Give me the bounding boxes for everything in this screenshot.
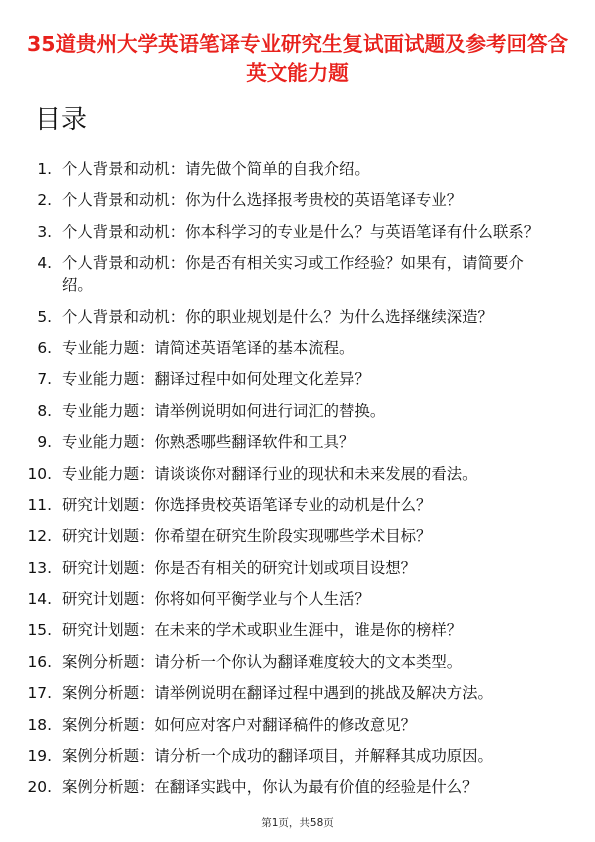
document-title: 35道贵州大学英语笔译专业研究生复试面试题及参考回答含英文能力题 xyxy=(26,32,569,85)
toc-item-number: 6. xyxy=(37,338,52,357)
toc-item[interactable] xyxy=(0,463,595,485)
toc-item-text: 个人背景和动机：你的职业规划是什么？为什么选择继续深造？ xyxy=(62,307,493,326)
toc-item-text: 个人背景和动机：你是否有相关实习或工作经验？如果有，请简要介绍。 xyxy=(62,254,524,295)
toc-item[interactable] xyxy=(0,619,595,641)
toc-item-text: 专业能力题：你熟悉哪些翻译软件和工具？ xyxy=(62,433,355,452)
page-footer: 第1页，共58页 xyxy=(261,817,334,829)
toc-item[interactable] xyxy=(0,252,595,296)
toc-item-text: 案例分析题：请举例说明在翻译过程中遇到的挑战及解决方法。 xyxy=(62,684,493,703)
toc-item[interactable] xyxy=(0,651,595,673)
toc-item[interactable] xyxy=(0,431,595,453)
toc-item-number: 2. xyxy=(37,191,52,210)
toc-item[interactable] xyxy=(0,557,595,579)
toc-item-text: 专业能力题：请举例说明如何进行词汇的替换。 xyxy=(62,401,386,420)
toc-item-text: 研究计划题：你将如何平衡学业与个人生活？ xyxy=(62,590,370,609)
toc-item[interactable] xyxy=(0,158,595,180)
toc-item-number: 10. xyxy=(27,464,52,483)
toc-item[interactable] xyxy=(0,494,595,516)
toc-item-text: 案例分析题：如何应对客户对翻译稿件的修改意见？ xyxy=(62,715,416,734)
toc-item-number: 9. xyxy=(37,433,52,452)
toc-item-number: 1. xyxy=(37,160,52,178)
toc-item-text: 个人背景和动机：你本科学习的专业是什么？与英语笔译有什么联系？ xyxy=(62,222,540,241)
toc-item-text: 专业能力题：翻译过程中如何处理文化差异？ xyxy=(62,370,370,389)
toc-item-number: 7. xyxy=(37,370,52,389)
toc-item-number: 17. xyxy=(27,684,52,703)
toc-item-number: 16. xyxy=(27,652,52,671)
toc-item[interactable] xyxy=(0,776,595,798)
toc-item-number: 14. xyxy=(27,590,52,609)
toc-item-number: 20. xyxy=(27,778,52,797)
toc-item-number: 18. xyxy=(27,715,52,734)
toc-item-number: 15. xyxy=(27,621,52,640)
toc-item[interactable] xyxy=(0,714,595,736)
toc-item-text: 案例分析题：请分析一个成功的翻译项目，并解释其成功原因。 xyxy=(62,747,493,766)
toc-item[interactable] xyxy=(0,189,595,211)
toc-item-number: 8. xyxy=(37,401,52,420)
toc-item-number: 5. xyxy=(37,307,52,326)
toc-item-number: 19. xyxy=(27,747,52,766)
toc-item-text: 案例分析题：在翻译实践中，你认为最有价值的经验是什么？ xyxy=(62,778,478,797)
toc-item[interactable] xyxy=(0,682,595,704)
toc-item[interactable] xyxy=(0,588,595,610)
toc-item-text: 个人背景和动机：请先做个简单的自我介绍。 xyxy=(62,160,370,178)
toc-item-number: 11. xyxy=(27,495,52,514)
toc-item-text: 研究计划题：你选择贵校英语笔译专业的动机是什么？ xyxy=(62,495,432,514)
toc-item-text: 个人背景和动机：你为什么选择报考贵校的英语笔译专业？ xyxy=(62,191,463,210)
toc-item-text: 专业能力题：请简述英语笔译的基本流程。 xyxy=(62,338,355,357)
toc-item-text: 案例分析题：请分析一个你认为翻译难度较大的文本类型。 xyxy=(62,652,463,671)
toc-item-text: 研究计划题：在未来的学术或职业生涯中，谁是你的榜样？ xyxy=(62,621,463,640)
toc-item-text: 研究计划题：你是否有相关的研究计划或项目设想？ xyxy=(62,558,416,577)
toc-item-number: 13. xyxy=(27,558,52,577)
toc-item[interactable] xyxy=(0,306,595,328)
toc-item[interactable] xyxy=(0,400,595,422)
toc-heading: 目录 xyxy=(35,105,88,135)
toc-item[interactable] xyxy=(0,337,595,359)
toc-item-number: 4. xyxy=(37,254,52,273)
toc-item[interactable] xyxy=(0,745,595,767)
toc-list xyxy=(0,158,595,808)
toc-item[interactable] xyxy=(0,221,595,243)
toc-item-text: 专业能力题：请谈谈你对翻译行业的现状和未来发展的看法。 xyxy=(62,464,478,483)
toc-item-text: 研究计划题：你希望在研究生阶段实现哪些学术目标？ xyxy=(62,527,432,546)
toc-item-number: 3. xyxy=(37,222,52,241)
toc-item-number: 12. xyxy=(27,527,52,546)
toc-item[interactable] xyxy=(0,368,595,390)
toc-item[interactable] xyxy=(0,525,595,547)
